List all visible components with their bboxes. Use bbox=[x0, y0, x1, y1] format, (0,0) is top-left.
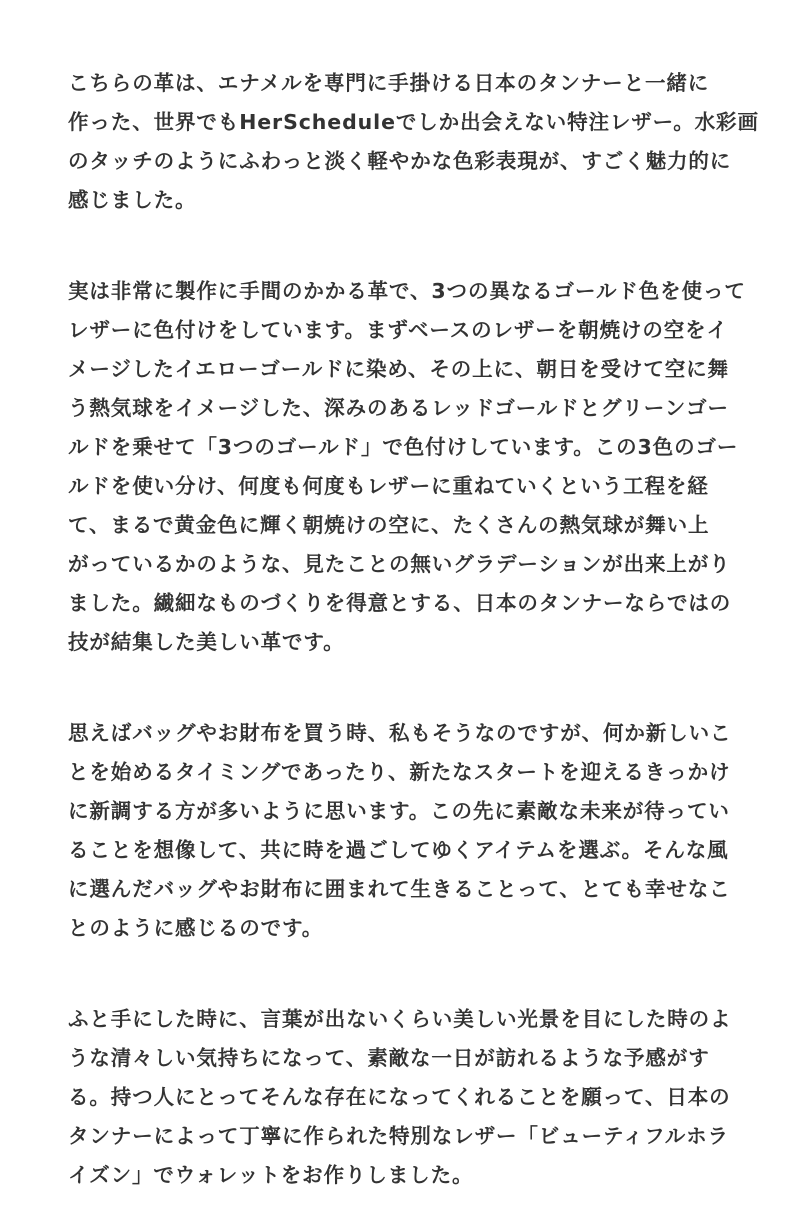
text-line: ルドを使い分け、何度も何度もレザーに重ねていくという工程を経 bbox=[68, 474, 709, 498]
text-line: がっているかのような、見たことの無いグラデーションが出来上がり bbox=[68, 552, 731, 576]
text-line: う熱気球をイメージした、深みのあるレッドゴールドとグリーンゴー bbox=[68, 396, 729, 420]
text-line: ました。繊細なものづくりを得意とする、日本のタンナーならではの bbox=[68, 591, 732, 615]
text-line: レザーに色付けをしています。まずベースのレザーを朝焼けの空をイ bbox=[68, 318, 728, 342]
text-line: 感じました。 bbox=[68, 188, 197, 212]
text-line: 実は非常に製作に手間のかかる革で、3つの異なるゴールド色を使って bbox=[68, 279, 746, 303]
paragraph-intro-leather bbox=[68, 64, 759, 220]
paragraph-beautiful-horizon bbox=[68, 1000, 736, 1195]
text-line: とを始めるタイミングであったり、新たなスタートを迎えるきっかけ bbox=[68, 760, 731, 784]
text-line: に新調する方が多いように思います。この先に素敵な未来が待ってい bbox=[68, 799, 730, 823]
text-line: 思えばバッグやお財布を買う時、私もそうなのですが、何か新しいこ bbox=[68, 721, 732, 745]
text-line: 作った、世界でもHerScheduleでしか出会えない特注レザー。水彩画 bbox=[68, 110, 759, 134]
text-line: タンナーによって丁寧に作られた特別なレザー「ビューティフルホラ bbox=[68, 1124, 729, 1148]
text-line: とのように感じるのです。 bbox=[68, 916, 324, 940]
article-body bbox=[68, 64, 759, 1195]
text-line: メージしたイエローゴールドに染め、その上に、朝日を受けて空に舞 bbox=[68, 357, 729, 381]
text-line: て、まるで黄金色に輝く朝焼けの空に、たくさんの熱気球が舞い上 bbox=[68, 513, 710, 537]
text-line: こちらの革は、エナメルを専門に手掛ける日本のタンナーと一緒に bbox=[68, 71, 710, 95]
text-line: イズン」でウォレットをお作りしました。 bbox=[68, 1163, 474, 1187]
text-line: ルドを乗せて「3つのゴールド」で色付けしています。この3色のゴー bbox=[68, 435, 739, 459]
paragraph-new-start bbox=[68, 714, 736, 948]
text-line: うな清々しい気持ちになって、素敵な一日が訪れるような予感がす bbox=[68, 1046, 710, 1070]
text-line: ることを想像して、共に時を過ごしてゆくアイテムを選ぶ。そんな風 bbox=[68, 838, 729, 862]
text-line: る。持つ人にとってそんな存在になってくれることを願って、日本の bbox=[68, 1085, 731, 1109]
text-line: に選んだバッグやお財布に囲まれて生きることって、とても幸せなこ bbox=[68, 877, 731, 901]
text-line: 技が結集した美しい革です。 bbox=[68, 630, 345, 654]
text-line: ふと手にした時に、言葉が出ないくらい美しい光景を目にした時のよ bbox=[68, 1007, 732, 1031]
text-line: のタッチのようにふわっと淡く軽やかな色彩表現が、すごく魅力的に bbox=[68, 149, 732, 173]
paragraph-three-golds bbox=[68, 272, 746, 662]
